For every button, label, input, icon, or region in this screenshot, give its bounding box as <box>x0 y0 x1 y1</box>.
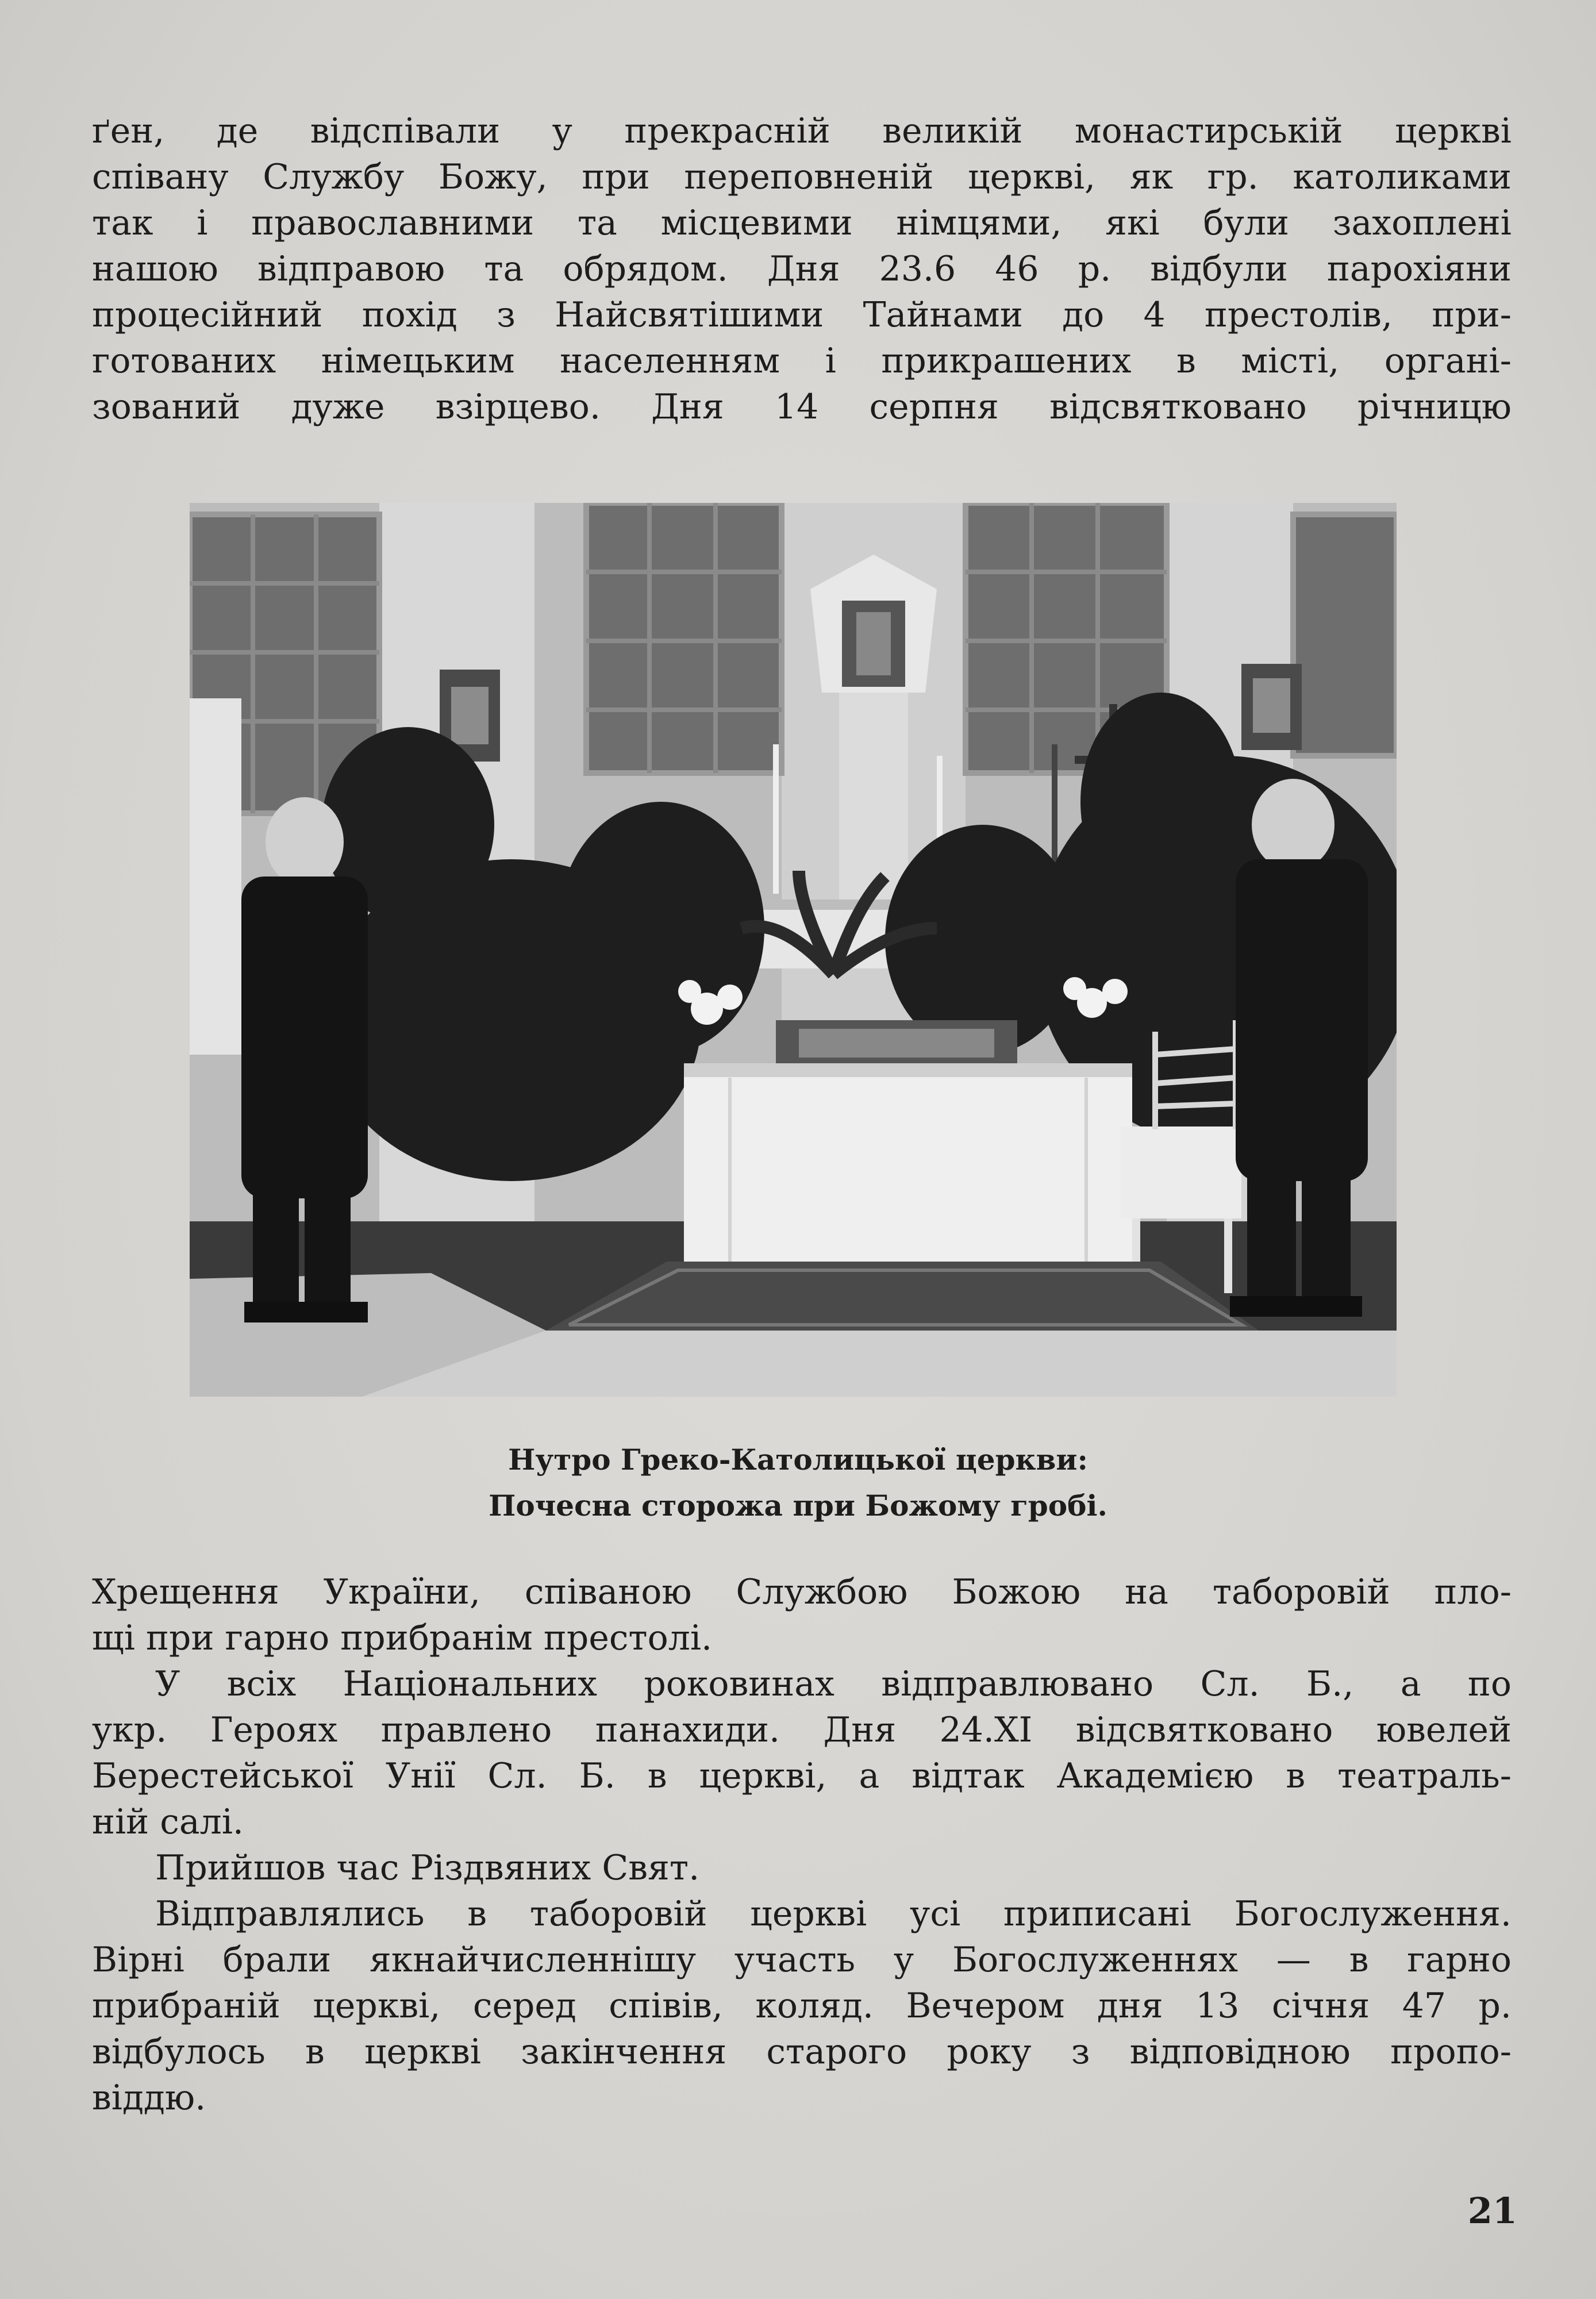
text-line: У всіх Національних роковинах відправлювано Сл. Б., а по <box>155 1664 1512 1704</box>
text-line: процесійний похід з Найсвятішими Тайнами до 4 престолів, при- <box>92 295 1512 335</box>
text-line: Вірні брали якнайчисленнішу участь у Богослуженнях — в гарно <box>92 1940 1512 1980</box>
page-number: 21 <box>1467 2190 1517 2232</box>
photo-caption-line-1: Нутро Греко-Католицької церкви: <box>508 1443 1088 1477</box>
text-line: відбулось в церкві закінчення старого року з відповідною пропо- <box>92 2032 1512 2072</box>
text-line: так і православними та місцевими німцями, які були захоплені <box>92 203 1512 243</box>
paragraph-baptism <box>92 1569 1512 1661</box>
paragraph-services <box>92 1891 1512 2121</box>
text-line: Прийшов час Різдвяних Свят. <box>155 1848 700 1888</box>
paragraph-top <box>92 108 1512 430</box>
text-line: Відправлялись в таборовій церкві усі приписані Богослуження. <box>155 1894 1512 1934</box>
text-line: готованих німецьким населенням і прикрашених в місті, органі- <box>92 341 1512 381</box>
photo-illustration <box>190 503 1397 1397</box>
text-line: ґен, де відспівали у прекрасній великій монастирській церкві <box>92 111 1512 151</box>
text-line: ній салі. <box>92 1802 244 1842</box>
text-line: віддю. <box>92 2078 206 2118</box>
photo-caption-line-2: Почесна сторожа при Божому гробі. <box>489 1489 1107 1523</box>
text-line: прибраній церкві, серед співів, коляд. Вечером дня 13 січня 47 р. <box>92 1986 1512 2026</box>
text-line: нашою відправою та обрядом. Дня 23.6 46 р. відбули парохіяни <box>92 249 1512 289</box>
text-line: зований дуже взірцево. Дня 14 серпня відсвятковано річницю <box>92 387 1512 427</box>
paragraph-christmas <box>92 1845 1512 1891</box>
text-line: укр. Героях правлено панахиди. Дня 24.XI відсвятковано ювелей <box>92 1710 1512 1750</box>
paragraph-anniversaries <box>92 1661 1512 1845</box>
text-line: щі при гарно прибранім престолі. <box>92 1618 713 1658</box>
text-line: Хрещення України, співаною Службою Божою на таборовій пло- <box>92 1572 1512 1612</box>
text-line: Берестейської Унії Сл. Б. в церкві, а відтак Академією в театраль- <box>92 1756 1512 1796</box>
text-line: співану Службу Божу, при переповненій церкві, як гр. католиками <box>92 157 1512 197</box>
church-interior-photo <box>190 503 1397 1397</box>
